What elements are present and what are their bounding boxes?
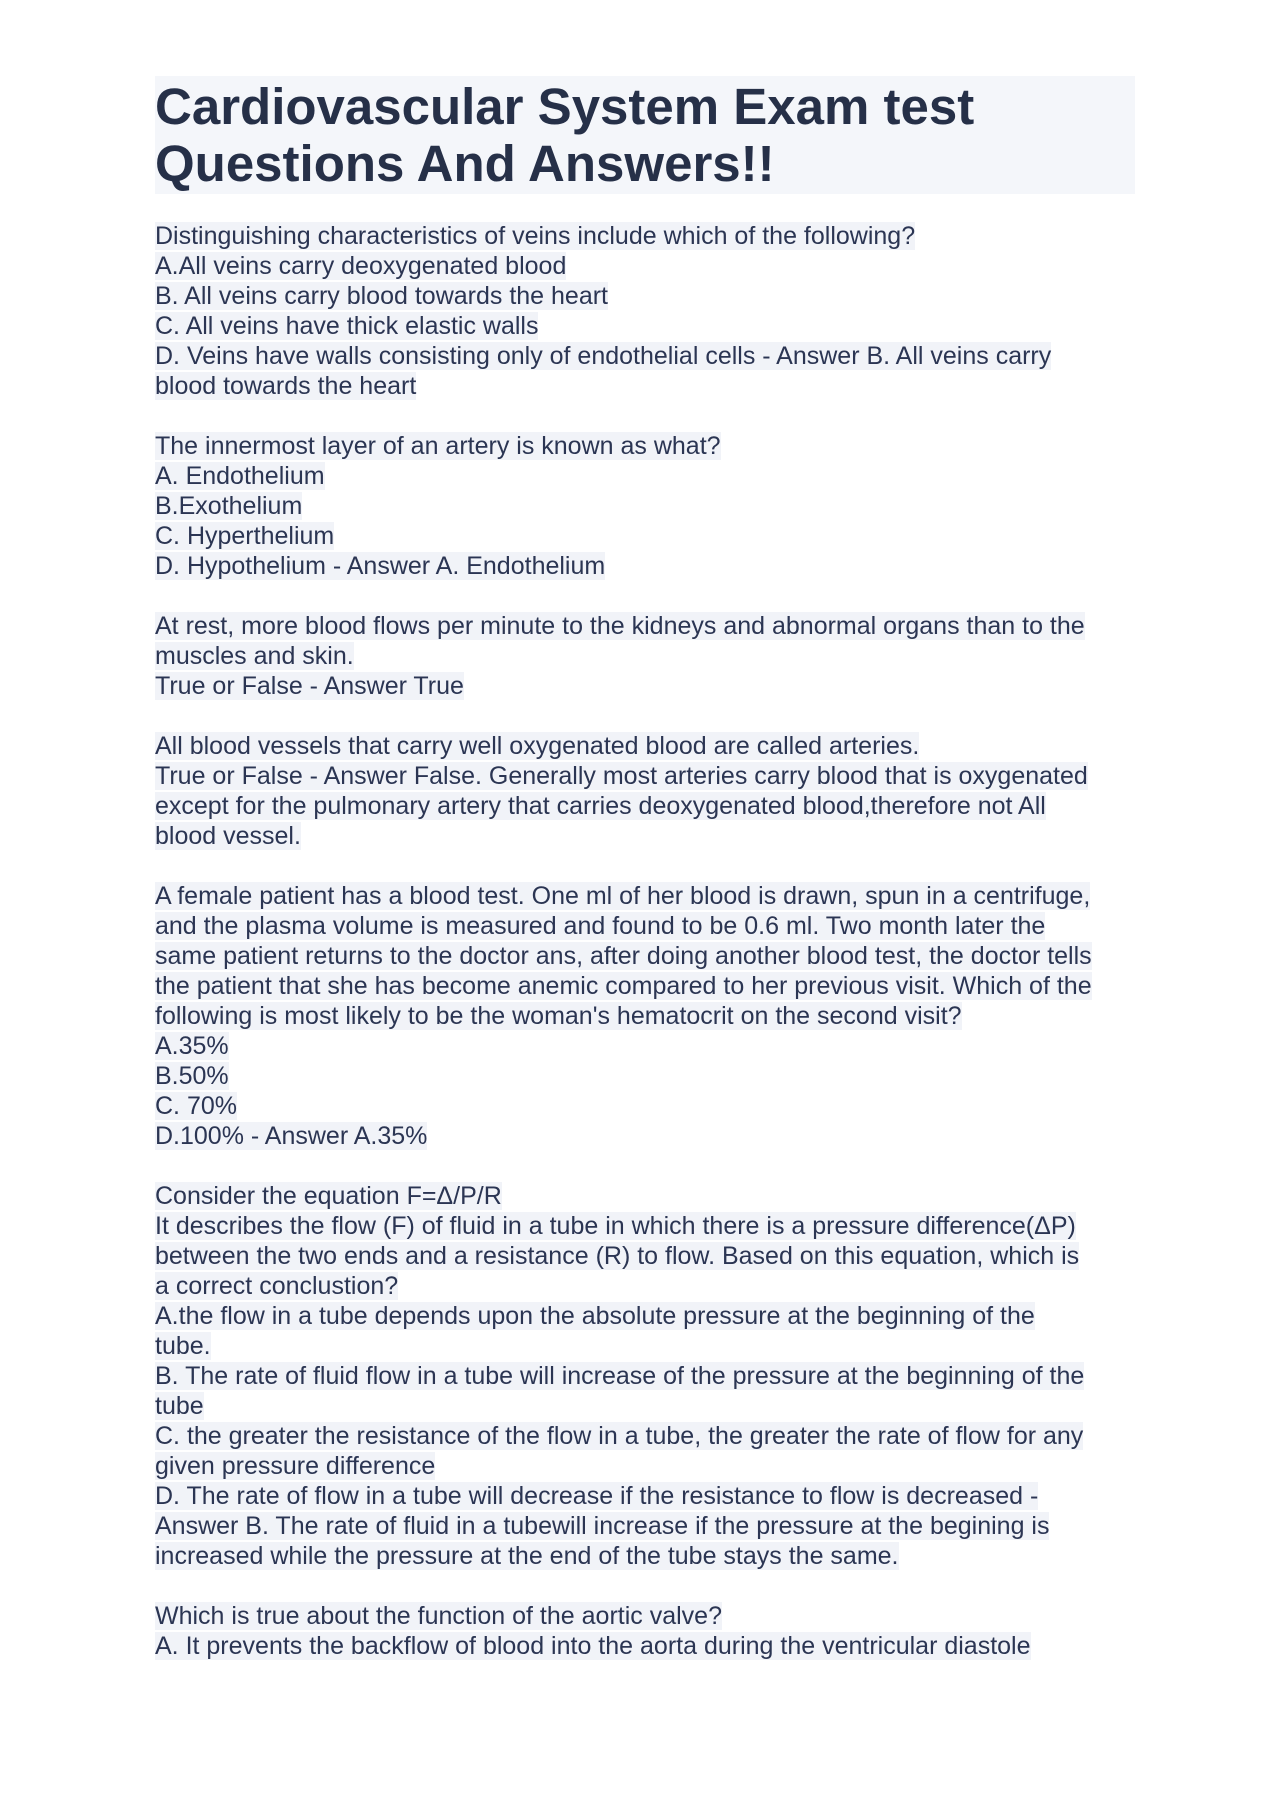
qa-block — [155, 731, 1135, 851]
text-line — [155, 761, 1135, 791]
text-line — [155, 551, 1135, 581]
text-line-content: tube — [155, 1392, 204, 1420]
text-line-content: At rest, more blood flows per minute to the kidneys and abnormal organs than to the — [155, 612, 1085, 640]
text-line-content: A female patient has a blood test. One ml of her blood is drawn, spun in a centrifuge, — [155, 882, 1091, 910]
text-line-content: tube. — [155, 1332, 211, 1360]
text-line-content: The innermost layer of an artery is known as what? — [155, 432, 721, 460]
text-line-content: D. The rate of flow in a tube will decrease if the resistance to flow is decreased - — [155, 1482, 1039, 1510]
text-line-content: Which is true about the function of the aortic valve? — [155, 1602, 722, 1630]
text-line — [155, 911, 1135, 941]
text-line-content: A. Endothelium — [155, 462, 325, 490]
text-line — [155, 971, 1135, 1001]
text-line — [155, 1241, 1135, 1271]
text-line — [155, 371, 1135, 401]
text-line — [155, 1121, 1135, 1151]
text-line-content: Answer B. The rate of fluid in a tubewill increase if the pressure at the begining is — [155, 1512, 1050, 1540]
text-line-content: B.Exothelium — [155, 492, 303, 520]
text-line — [155, 221, 1135, 251]
text-line-content: D. Hypothelium - Answer A. Endothelium — [155, 552, 606, 580]
text-line-content: blood vessel. — [155, 822, 301, 850]
text-line-content: B. All veins carry blood towards the heart — [155, 282, 609, 310]
text-line — [155, 881, 1135, 911]
text-line — [155, 1271, 1135, 1301]
text-line-content: except for the pulmonary artery that carries deoxygenated blood,therefore not All — [155, 792, 1046, 820]
text-line-content: blood towards the heart — [155, 372, 417, 400]
text-line-content: B.50% — [155, 1062, 229, 1090]
text-line — [155, 1001, 1135, 1031]
text-line — [155, 791, 1135, 821]
text-line-content: Consider the equation F=Δ/P/R — [155, 1182, 502, 1210]
text-line-content: All blood vessels that carry well oxygenated blood are called arteries. — [155, 732, 920, 760]
text-line-content: Distinguishing characteristics of veins include which of the following? — [155, 222, 916, 250]
text-line — [155, 941, 1135, 971]
qa-block — [155, 611, 1135, 701]
text-line — [155, 1391, 1135, 1421]
text-line — [155, 1511, 1135, 1541]
title-block — [155, 76, 1135, 194]
text-line — [155, 1541, 1135, 1571]
text-line-content: C. 70% — [155, 1092, 237, 1120]
text-line — [155, 1331, 1135, 1361]
text-line — [155, 1091, 1135, 1121]
qa-block — [155, 1181, 1135, 1571]
text-line — [155, 431, 1135, 461]
text-line — [155, 1421, 1135, 1451]
text-line-content: between the two ends and a resistance (R) to flow. Based on this equation, which is — [155, 1242, 1080, 1270]
text-line-content: B. The rate of fluid flow in a tube will increase of the pressure at the beginning of the — [155, 1362, 1085, 1390]
text-line-content: A.the flow in a tube depends upon the absolute pressure at the beginning of the — [155, 1302, 1035, 1330]
text-line-content: C. Hyperthelium — [155, 522, 335, 550]
text-line — [155, 1031, 1135, 1061]
text-line-content: D.100% - Answer A.35% — [155, 1122, 428, 1150]
text-line — [155, 341, 1135, 371]
text-line — [155, 641, 1135, 671]
text-line-content: It describes the flow (F) of fluid in a tube in which there is a pressure difference(ΔP) — [155, 1212, 1076, 1240]
text-line — [155, 731, 1135, 761]
text-line — [155, 1181, 1135, 1211]
text-line-content: given pressure difference — [155, 1452, 436, 1480]
text-line-content: increased while the pressure at the end of the tube stays the same. — [155, 1542, 899, 1570]
text-line — [155, 251, 1135, 281]
text-line-content: True or False - Answer False. Generally most arteries carry blood that is oxygenated — [155, 762, 1088, 790]
text-line — [155, 671, 1135, 701]
text-line — [155, 311, 1135, 341]
text-line — [155, 1301, 1135, 1331]
text-line — [155, 281, 1135, 311]
text-line-content: muscles and skin. — [155, 642, 354, 670]
text-line-content: and the plasma volume is measured and found to be 0.6 ml. Two month later the — [155, 912, 1046, 940]
qa-block — [155, 221, 1135, 401]
document-title: Cardiovascular System Exam test Questions And Answers!! — [155, 78, 975, 192]
text-line-content: A. It prevents the backflow of blood into the aorta during the ventricular diastole — [155, 1632, 1031, 1660]
text-line — [155, 521, 1135, 551]
text-line-content: C. All veins have thick elastic walls — [155, 312, 539, 340]
document-page — [155, 76, 1135, 1691]
qa-block — [155, 881, 1135, 1151]
text-line-content: A.All veins carry deoxygenated blood — [155, 252, 567, 280]
text-line — [155, 461, 1135, 491]
qa-block — [155, 431, 1135, 581]
text-line — [155, 1451, 1135, 1481]
text-line — [155, 1211, 1135, 1241]
text-line — [155, 1631, 1135, 1661]
text-line-content: following is most likely to be the woman's hematocrit on the second visit? — [155, 1002, 962, 1030]
text-line — [155, 611, 1135, 641]
qa-content — [155, 221, 1135, 1661]
text-line — [155, 1361, 1135, 1391]
text-line — [155, 491, 1135, 521]
text-line — [155, 1481, 1135, 1511]
text-line — [155, 1601, 1135, 1631]
text-line — [155, 1061, 1135, 1091]
text-line-content: a correct conclustion? — [155, 1272, 399, 1300]
text-line-content: C. the greater the resistance of the flow in a tube, the greater the rate of flow for any — [155, 1422, 1084, 1450]
text-line-content: same patient returns to the doctor ans, after doing another blood test, the doctor tells — [155, 942, 1092, 970]
text-line-content: D. Veins have walls consisting only of endothelial cells - Answer B. All veins carry — [155, 342, 1052, 370]
text-line-content: True or False - Answer True — [155, 672, 464, 700]
qa-block — [155, 1601, 1135, 1661]
text-line-content: A.35% — [155, 1032, 229, 1060]
text-line-content: the patient that she has become anemic compared to her previous visit. Which of the — [155, 972, 1092, 1000]
text-line — [155, 821, 1135, 851]
